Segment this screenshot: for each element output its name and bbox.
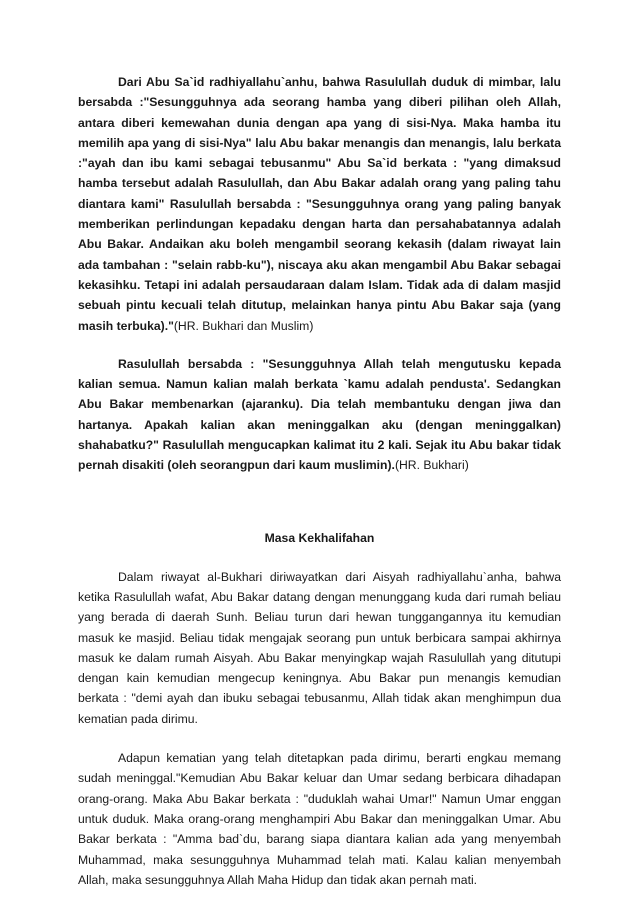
paragraph-hadith-abu-said (78, 72, 561, 336)
hadith-citation: (HR. Bukhari) (394, 458, 469, 473)
section-heading: Masa Kekhalifahan (264, 530, 375, 545)
paragraph-hadith-rasulullah (78, 354, 561, 476)
paragraph-death-of-rasulullah: Dalam riwayat al-Bukhari diriwayatkan dari Aisyah radhiyallahu`anha, bahwa ketika Rasulullah wafat, Abu Bakar datang dengan menunggang kuda dari rumah beliau yang berada di daerah Sunh. Beliau turun dari hewan tunggangannya itu kemudian masuk ke masjid. Beliau tidak mengajak seorang pun untuk berbicara sampai akhirnya masuk ke dalam rumah Aisyah. Abu Bakar menyingkap wajah Rasulullah yang ditutupi dengan kain kemudian mengecup keningnya. Abu Bakar pun menangis kemudian berkata : "demi ayah dan ibuku sebagai tebusanmu, Allah tidak akan menghimpun dua kematian pada dirimu. (78, 569, 561, 726)
paragraph-abu-bakar-speech: Adapun kematian yang telah ditetapkan pada dirimu, berarti engkau memang sudah meninggal."Kemudian Abu Bakar keluar dan Umar sedang berbicara dihadapan orang-orang. Maka Abu Bakar berkata : "duduklah wahai Umar!" Namun Umar enggan untuk duduk. Maka orang-orang menghampiri Abu Bakar dan meninggalkan Umar. Abu Bakar berkata : "Amma bad`du, barang siapa diantara kalian ada yang menyembah Muhammad, maka sesungguhnya Muhammad telah mati. Kalau kalian menyembah Allah, maka sesungguhnya Allah Maha Hidup dan tidak akan pernah mati. (78, 751, 561, 887)
hadith-text: Rasulullah bersabda : "Sesungguhnya Allah telah mengutusku kepada kalian semua. Namun kalian malah berkata `kamu adalah pendusta'. Sedangkan Abu Bakar membenarkan (ajaranku). Dia telah membantuku dengan jiwa dan hartanya. Apakah kalian akan meninggalkan aku (dengan meninggalkan) shahabatku?" Rasulullah mengucapkan kalimat itu 2 kali. Sejak itu Abu bakar tidak pernah disakiti (oleh seorangpun dari kaum muslimin). (78, 356, 561, 473)
hadith-citation: (HR. Bukhari dan Muslim) (173, 318, 314, 333)
hadith-text: Dari Abu Sa`id radhiyallahu`anhu, bahwa Rasulullah duduk di mimbar, lalu bersabda :"Sesungguhnya ada seorang hamba yang diberi pilihan oleh Allah, antara diberi kemewahan dunia dengan apa yang di sisi-Nya. Maka hamba itu memilih apa yang di sisi-Nya" lalu Abu bakar menangis dan menangis, lalu berkata :"ayah dan ibu kami sebagai tebusanmu" Abu Sa`id berkata : "yang dimaksud hamba tersebut adalah Rasulullah, dan Abu Bakar adalah orang yang paling tahu diantara kami" Rasulullah bersabda : "Sesungguhnya orang yang paling banyak memberikan perlindungan kepadaku dengan harta dan persahabatannya adalah Abu Bakar. Andaikan aku boleh mengambil seorang kekasih (dalam riwayat lain ada tambahan : "selain rabb-ku"), niscaya aku akan mengambil Abu Bakar sebagai kekasihku. Tetapi ini adalah persaudaraan dalam Islam. Tidak ada di dalam masjid sebuah pintu kecuali telah ditutup, melainkan hanya pintu Abu Bakar saja (yang masih terbuka)." (78, 75, 561, 333)
document-page (78, 72, 561, 890)
